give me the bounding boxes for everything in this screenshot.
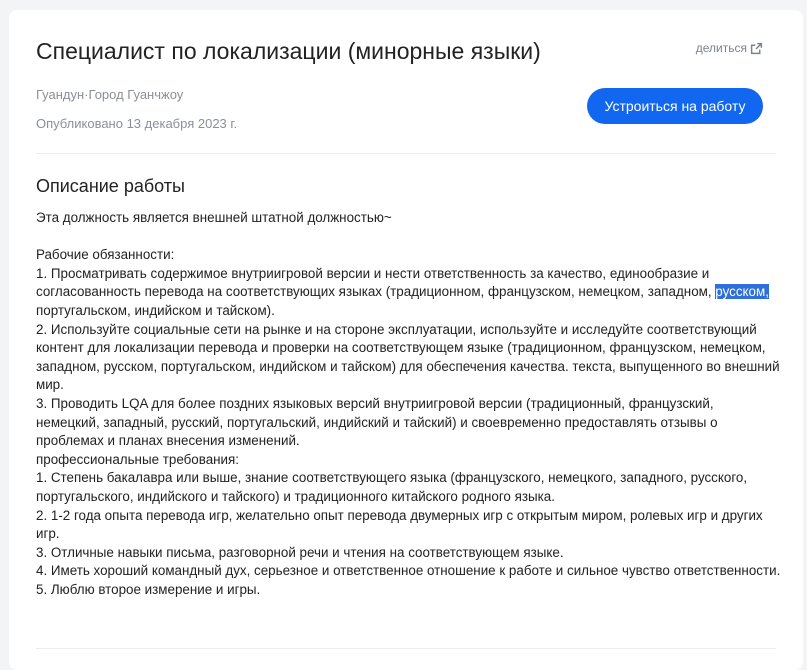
description-heading: Описание работы	[36, 176, 185, 196]
requirement-item-2: 2. 1-2 года опыта перевода игр, желательно опыт перевода двумерных игр с открытым миром, ролевых игр и других игр.	[36, 507, 763, 542]
job-location: Гуандун·Город Гуанчжоу	[36, 87, 184, 102]
requirement-item-4: 4. Иметь хороший командный дух, серьезное и ответственное отношение к работе и сильное чувство ответственности.	[36, 563, 781, 579]
requirement-item-3: 3. Отличные навыки письма, разговорной речи и чтения на соответствующем языке.	[36, 544, 564, 560]
duty-1-text-a: 1. Просматривать содержимое внутриигровой версии и нести ответственность за качество, единообразие и согласованность перевода на соответствующих языках (традиционном, французском, немецком, западном,	[36, 265, 716, 300]
duty-item-1	[36, 265, 781, 321]
share-label: делиться	[695, 41, 747, 55]
footer-divider	[36, 648, 776, 649]
selected-text: русском,	[715, 284, 769, 300]
publish-date: Опубликовано 13 декабря 2023 г.	[36, 116, 238, 131]
description-intro: Эта должность является внешней штатной должностью~	[36, 210, 392, 225]
requirement-item-5: 5. Люблю второе измерение и игры.	[36, 581, 261, 597]
apply-button[interactable]: Устроиться на работу	[587, 88, 763, 124]
share-button[interactable]	[696, 41, 763, 55]
requirements-heading: профессиональные требования:	[36, 451, 239, 467]
duties-heading: Рабочие обязанности:	[36, 247, 175, 263]
header-divider	[36, 153, 776, 154]
duty-item-2: 2. Используйте социальные сети на рынке и на стороне эксплуатации, используйте и исследуйте соответствующий контент для локализации перевода и проверки на соответствующем языке (традиционном, французском, немецком, западном, русском, португальском, индийском и тайском) для обеспечения качества. текста, выпущенного во внешний мир.	[36, 321, 780, 393]
duty-item-3: 3. Проводить LQA для более поздних языковых версий внутриигровой версии (традиционный, французский, немецкий, западный, русский, португальский, индийский и тайский) и своевременно предоставлять отзывы о проблемах и планах внесения изменений.	[36, 395, 718, 449]
job-description	[36, 209, 781, 599]
job-card	[9, 10, 803, 670]
paragraph-gap	[36, 228, 781, 247]
job-title: Специалист по локализации (минорные языки)	[36, 38, 541, 64]
duty-1-text-b: португальском, индийском и тайском).	[36, 302, 275, 318]
share-icon	[750, 42, 763, 55]
requirement-item-1: 1. Степень бакалавра или выше, знание соответствующего языка (французского, немецкого, западного, русского, португальского, индийского и тайского) и традиционного китайского родного языка.	[36, 470, 748, 504]
